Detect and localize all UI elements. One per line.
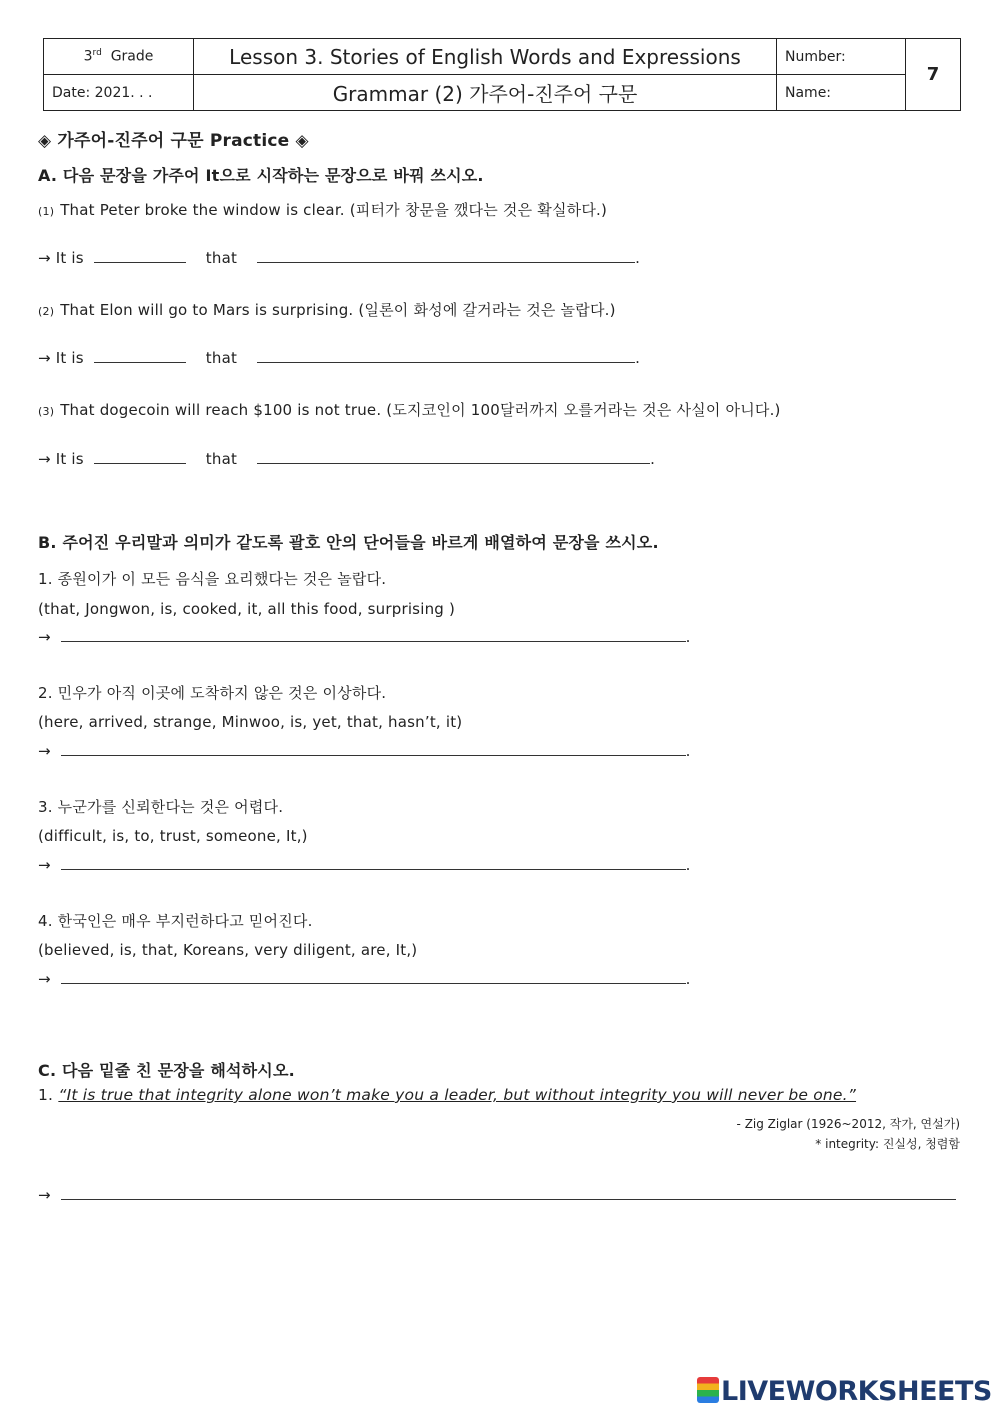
vocab-note: * integrity: 진실성, 청렴함	[815, 1137, 960, 1151]
answer-blank[interactable]	[61, 1187, 956, 1200]
answer-blank-short[interactable]	[94, 451, 186, 464]
logo-icon	[697, 1377, 719, 1403]
section-b-answer-2: → .	[38, 742, 691, 760]
section-b-answer-1: → .	[38, 628, 691, 646]
section-b-answer-4: → .	[38, 970, 691, 988]
grade-suffix: rd	[92, 48, 102, 59]
section-c-answer: →	[38, 1186, 956, 1204]
section-b-korean-4: 4. 한국인은 매우 부지런하다고 믿어진다.	[38, 912, 313, 930]
section-b-words-4: (believed, is, that, Koreans, very diligent, are, It,)	[38, 941, 418, 959]
section-b-heading: B. 주어진 우리말과 의미가 같도록 괄호 안의 단어들을 바르게 배열하여 문장을 쓰시오.	[38, 533, 659, 552]
page-number: 7	[906, 39, 961, 111]
number-label: Number:	[777, 39, 906, 75]
answer-blank-long[interactable]	[257, 350, 635, 363]
grammar-title: Grammar (2) 가주어-진주어 구문	[194, 75, 777, 111]
answer-blank-short[interactable]	[94, 350, 186, 363]
answer-blank[interactable]	[61, 857, 686, 870]
quote-text: “It is true that integrity alone won’t make you a leader, but without integrity you will never be one.”	[58, 1086, 857, 1104]
lesson-title: Lesson 3. Stories of English Words and Expressions	[194, 39, 777, 75]
section-b-korean-1: 1. 종원이가 이 모든 음식을 요리했다는 것은 놀랍다.	[38, 570, 387, 588]
section-a-answer-3: → It is that .	[38, 450, 656, 468]
section-a-answer-1: → It is that .	[38, 249, 641, 267]
section-b-words-2: (here, arrived, strange, Minwoo, is, yet, that, hasn’t, it)	[38, 713, 463, 731]
name-label: Name:	[777, 75, 906, 111]
section-a-item-1: (1) That Peter broke the window is clear. (피터가 창문을 깼다는 것은 확실하다.)	[38, 201, 608, 219]
section-b-korean-3: 3. 누군가를 신뢰한다는 것은 어렵다.	[38, 798, 284, 816]
section-b-words-3: (difficult, is, to, trust, someone, It,)	[38, 827, 308, 845]
section-a-item-3: (3) That dogecoin will reach $100 is not true. (도지코인이 100달러까지 오를거라는 것은 사실이 아니다.)	[38, 401, 781, 419]
section-a-item-2: (2) That Elon will go to Mars is surprising. (일론이 화성에 갈거라는 것은 놀랍다.)	[38, 301, 616, 319]
date-label: Date: 2021. . .	[44, 75, 194, 111]
section-a-answer-2: → It is that .	[38, 349, 641, 367]
section-b-korean-2: 2. 민우가 아직 이곳에 도착하지 않은 것은 이상하다.	[38, 684, 387, 702]
answer-blank[interactable]	[61, 743, 686, 756]
answer-blank-short[interactable]	[94, 250, 186, 263]
section-b-words-1: (that, Jongwon, is, cooked, it, all this food, surprising )	[38, 600, 456, 618]
quote-attribution: - Zig Ziglar (1926~2012, 작가, 연설가)	[736, 1117, 960, 1131]
section-a-heading: A. 다음 문장을 가주어 It으로 시작하는 문장으로 바꿔 쓰시오.	[38, 166, 484, 185]
section-c-heading: C. 다음 밑줄 친 문장을 해석하시오.	[38, 1061, 295, 1080]
section-c-item-1: 1. “It is true that integrity alone won’t make you a leader, but without integrity you will never be one.”	[38, 1086, 857, 1104]
header-table	[43, 38, 961, 111]
answer-blank[interactable]	[61, 629, 686, 642]
answer-blank[interactable]	[61, 971, 686, 984]
liveworksheets-logo[interactable]: LIVEWORKSHEETS	[697, 1376, 992, 1406]
grade-cell	[44, 39, 194, 75]
grade-label: Grade	[110, 48, 154, 65]
grade-number: 3	[83, 48, 93, 65]
practice-title: ◈ 가주어-진주어 구문 Practice ◈	[38, 131, 309, 151]
answer-blank-long[interactable]	[257, 451, 650, 464]
answer-blank-long[interactable]	[257, 250, 635, 263]
section-b-answer-3: → .	[38, 856, 691, 874]
